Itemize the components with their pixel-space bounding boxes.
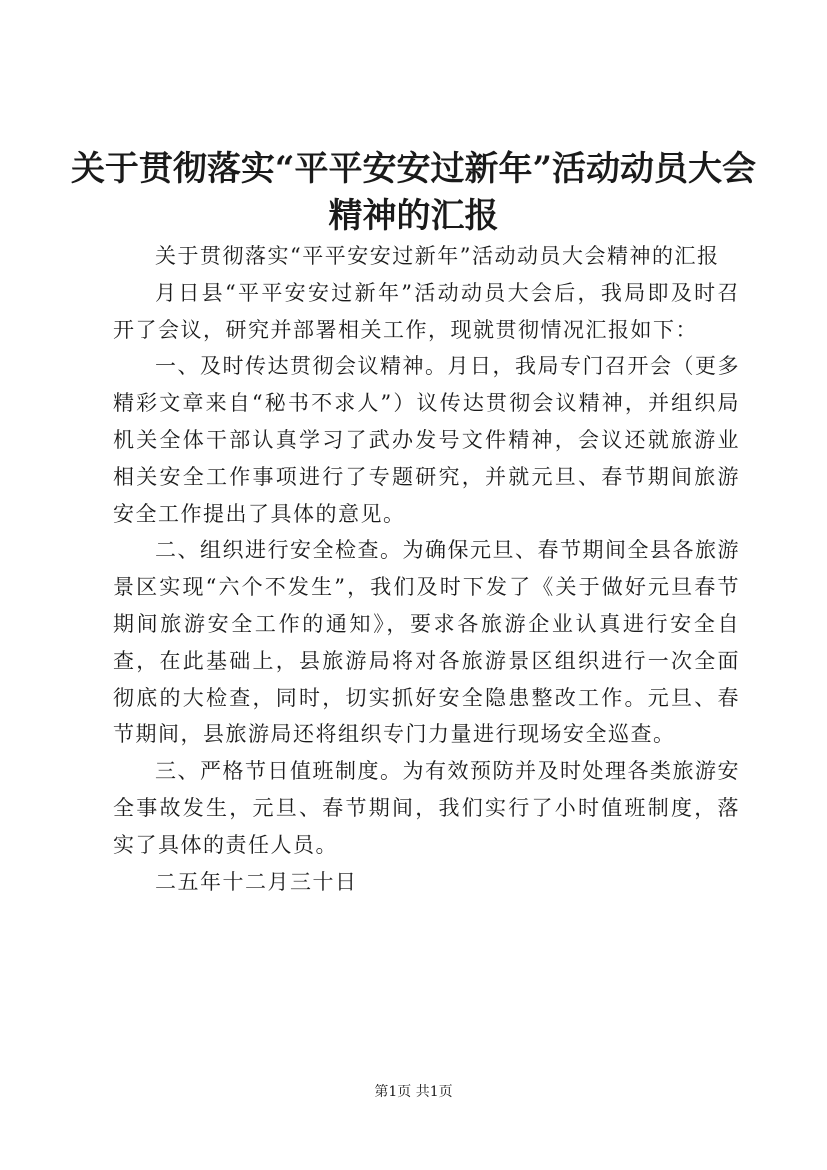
paragraph-intro: 月日县“平平安安过新年”活动动员大会后，我局即及时召开了会议，研究并部署相关工作，现就贯彻情况汇报如下：	[113, 280, 740, 342]
document-body	[113, 238, 740, 900]
document-title: 关于贯彻落实“平平安安过新年”活动动员大会精神的汇报	[70, 149, 757, 236]
page-footer: 第1页 共1页	[374, 1084, 453, 1100]
paragraph-section-3: 三、严格节日值班制度。为有效预防并及时处理各类旅游安全事故发生，元旦、春节期间，我们实行了小时值班制度，落实了具体的责任人员。	[113, 759, 740, 857]
paragraph-section-1: 一、及时传达贯彻会议精神。月日，我局专门召开会（更多精彩文章来自“秘书不求人”）议传达贯彻会议精神，并组织局机关全体干部认真学习了武办发号文件精神，会议还就旅游业相关安全工作事项进行了专题研究，并就元旦、春节期间旅游安全工作提出了具体的意见。	[113, 354, 740, 526]
paragraph-date: 二五年十二月三十日	[155, 869, 358, 894]
paragraph-section-2: 二、组织进行安全检查。为确保元旦、春节期间全县各旅游景区实现“六个不发生”，我们及时下发了《关于做好元旦春节期间旅游安全工作的通知》，要求各旅游企业认真进行安全自查，在此基础上，县旅游局将对各旅游景区组织进行一次全面彻底的大检查，同时，切实抓好安全隐患整改工作。元旦、春节期间，县旅游局还将组织专门力量进行现场安全巡查。	[113, 538, 740, 747]
paragraph-heading-repeat: 关于贯彻落实“平平安安过新年”活动动员大会精神的汇报	[155, 244, 720, 268]
